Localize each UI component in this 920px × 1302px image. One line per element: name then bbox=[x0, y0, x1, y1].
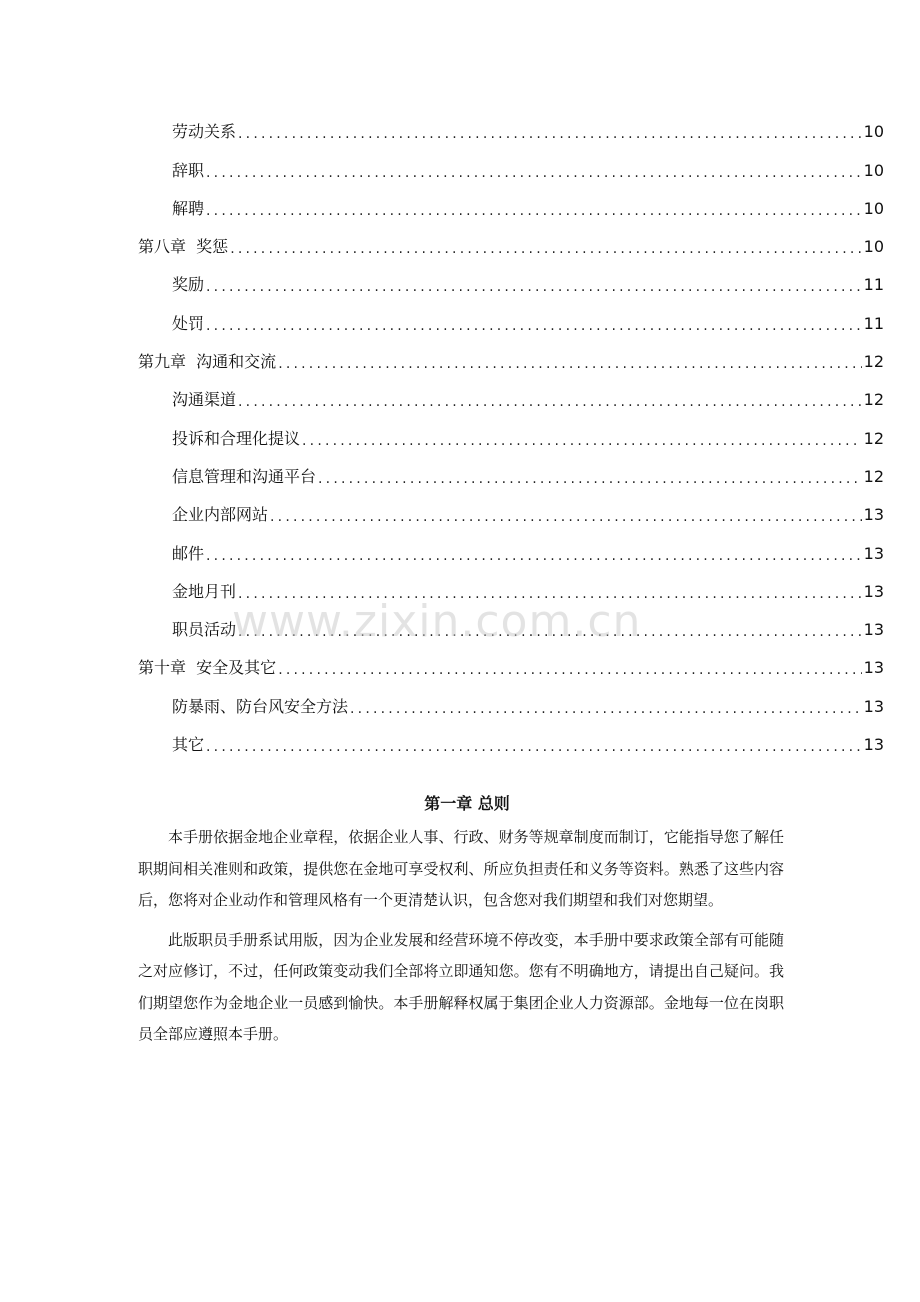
chapter-title: 第一章 总则 bbox=[424, 794, 510, 813]
toc-title: 奖励 bbox=[172, 275, 205, 295]
toc-page-number: 10 bbox=[863, 237, 884, 257]
toc-entry[interactable] bbox=[138, 457, 884, 495]
toc-page-number: 10 bbox=[863, 160, 884, 180]
toc-leader-dots bbox=[318, 472, 862, 486]
toc-page-number: 13 bbox=[863, 658, 884, 678]
toc-title: 处罚 bbox=[172, 313, 205, 333]
toc-entry[interactable] bbox=[138, 495, 884, 533]
toc-leader-dots bbox=[270, 510, 862, 524]
toc-leader-dots bbox=[278, 357, 861, 371]
toc-title: 沟通渠道 bbox=[172, 390, 237, 410]
toc-title: 辞职 bbox=[172, 160, 205, 180]
toc-page-number: 12 bbox=[863, 390, 884, 410]
watermark-text: www.zixin.com.cn bbox=[232, 596, 642, 647]
toc-entry[interactable] bbox=[138, 265, 884, 303]
toc-title: 第十章 安全及其它 bbox=[138, 658, 277, 678]
toc-page-number: 10 bbox=[863, 198, 884, 218]
toc-entry[interactable] bbox=[138, 303, 884, 341]
toc-title: 金地月刊 bbox=[172, 581, 237, 601]
toc-leader-dots bbox=[302, 434, 862, 448]
toc-title: 邮件 bbox=[172, 543, 205, 563]
toc-entry[interactable] bbox=[138, 648, 884, 686]
toc-entry[interactable] bbox=[138, 725, 884, 763]
toc-page-number: 13 bbox=[863, 505, 884, 525]
toc-title: 第八章 奖惩 bbox=[138, 237, 229, 257]
toc-entry[interactable] bbox=[138, 227, 884, 265]
table-of-contents bbox=[138, 112, 884, 763]
toc-title: 投诉和合理化提议 bbox=[172, 428, 301, 448]
toc-title: 解聘 bbox=[172, 198, 205, 218]
toc-entry[interactable] bbox=[138, 150, 884, 188]
toc-page-number: 11 bbox=[863, 313, 884, 333]
toc-entry[interactable] bbox=[138, 189, 884, 227]
toc-page-number: 13 bbox=[863, 735, 884, 755]
toc-leader-dots bbox=[206, 204, 862, 218]
toc-leader-dots bbox=[238, 625, 862, 639]
toc-entry[interactable] bbox=[138, 610, 884, 648]
toc-title: 劳动关系 bbox=[172, 122, 237, 142]
toc-entry[interactable] bbox=[138, 686, 884, 724]
toc-title: 第九章 沟通和交流 bbox=[138, 352, 277, 372]
toc-page-number: 12 bbox=[863, 428, 884, 448]
toc-entry[interactable] bbox=[138, 342, 884, 380]
toc-entry[interactable] bbox=[138, 112, 884, 150]
toc-leader-dots bbox=[238, 395, 862, 409]
toc-leader-dots bbox=[238, 127, 862, 141]
toc-leader-dots bbox=[278, 663, 861, 677]
toc-leader-dots bbox=[206, 319, 862, 333]
toc-page-number: 12 bbox=[863, 466, 884, 486]
toc-page-number: 13 bbox=[863, 696, 884, 716]
toc-leader-dots bbox=[206, 166, 862, 180]
chapter-section bbox=[138, 792, 784, 1059]
toc-leader-dots bbox=[350, 702, 862, 716]
body-paragraph: 本手册依据金地企业章程，依据企业人事、行政、财务等规章制度而制订，它能指导您了解任职期间相关准则和政策，提供您在金地可享受权利、所应负担责任和义务等资料。熟悉了这些内容后，您将对企业动作和管理风格有一个更清楚认识，包含您对我们期望和我们对您期望。 bbox=[138, 828, 784, 909]
body-paragraph: 此版职员手册系试用版，因为企业发展和经营环境不停改变，本手册中要求政策全部有可能随之对应修订，不过，任何政策变动我们全部将立即通知您。您有不明确地方，请提出自己疑问。我们期望您作为金地企业一员感到愉快。本手册解释权属于集团企业人力资源部。金地每一位在岗职员全部应遵照本手册。 bbox=[138, 930, 784, 1043]
toc-title: 防暴雨、防台风安全方法 bbox=[172, 696, 349, 716]
toc-title: 职员活动 bbox=[172, 620, 237, 640]
toc-page-number: 13 bbox=[863, 543, 884, 563]
toc-page-number: 13 bbox=[863, 620, 884, 640]
toc-leader-dots bbox=[230, 242, 861, 256]
toc-leader-dots bbox=[206, 549, 862, 563]
toc-leader-dots bbox=[206, 740, 862, 754]
toc-page-number: 13 bbox=[863, 581, 884, 601]
toc-entry[interactable] bbox=[138, 418, 884, 456]
toc-title: 企业内部网站 bbox=[172, 505, 269, 525]
toc-entry[interactable] bbox=[138, 533, 884, 571]
toc-entry[interactable] bbox=[138, 380, 884, 418]
toc-page-number: 11 bbox=[863, 275, 884, 295]
toc-entry[interactable] bbox=[138, 572, 884, 610]
toc-page-number: 12 bbox=[863, 352, 884, 372]
toc-page-number: 10 bbox=[863, 122, 884, 142]
toc-title: 信息管理和沟通平台 bbox=[172, 466, 317, 486]
toc-leader-dots bbox=[238, 587, 862, 601]
toc-title: 其它 bbox=[172, 735, 205, 755]
toc-leader-dots bbox=[206, 280, 862, 294]
